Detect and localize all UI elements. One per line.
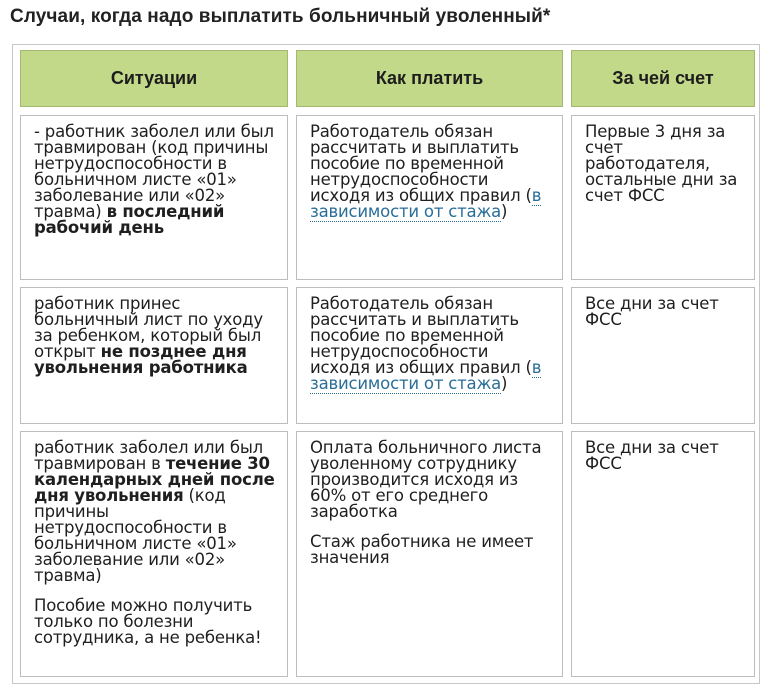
row1-how-text: Работодатель обязан рассчитать и выплатить пособие по временной нетрудоспособности исходя из общих правил (в зависимости от стажа) bbox=[310, 122, 542, 221]
row2-seniority-link[interactable]: в зависимости от стажа bbox=[310, 358, 542, 393]
page-title: Случаи, когда надо выплатить больничный уволенный* bbox=[10, 6, 551, 27]
header-how-to-pay bbox=[296, 50, 563, 107]
header-situations bbox=[20, 50, 288, 107]
row2-how-cell bbox=[296, 287, 563, 424]
row2-situation-cell bbox=[20, 287, 288, 424]
header-situations-label: Ситуации bbox=[110, 68, 198, 88]
row1-how-cell bbox=[296, 115, 563, 280]
row1-seniority-link[interactable]: в зависимости от стажа bbox=[310, 186, 542, 221]
row1-situation-text: - работник заболел или был травмирован (код причины нетрудоспособности в больничном листе «01» заболевание или «02» травма) в последний рабочий день bbox=[34, 122, 274, 237]
header-paid-by-label: За чей счет bbox=[612, 68, 714, 88]
row3-situation-cell bbox=[20, 431, 288, 677]
row3-situation-note: Пособие можно получить только по болезни сотрудника, а не ребенка! bbox=[34, 596, 262, 647]
header-paid-by bbox=[571, 50, 755, 107]
row3-how-cell bbox=[296, 431, 563, 677]
row2-how-text: Работодатель обязан рассчитать и выплатить пособие по временной нетрудоспособности исходя из общих правил (в зависимости от стажа) bbox=[310, 294, 542, 393]
row2-who-text: Все дни за счет ФСС bbox=[585, 294, 719, 329]
row1-situation-emphasis: в последний рабочий день bbox=[34, 202, 225, 237]
row2-situation-text: работник принес больничный лист по уходу за ребенком, который был открыт не позднее дня увольнения работника bbox=[34, 294, 263, 377]
row3-how-text: Оплата больничного листа уволенному сотруднику производится исходя из 60% от его среднего заработка bbox=[310, 438, 542, 521]
row1-who-text: Первые 3 дня за счет работодателя, остальные дни за счет ФСС bbox=[585, 122, 738, 205]
row3-how-note: Стаж работника не имеет значения bbox=[310, 532, 534, 567]
row1-who-cell bbox=[571, 115, 755, 280]
row3-situation-emphasis: течение 30 календарных дней после дня увольнения bbox=[34, 454, 275, 505]
row2-who-cell bbox=[571, 287, 755, 424]
row3-situation-text: работник заболел или был травмирован в течение 30 календарных дней после дня увольнения (код причины нетрудоспособности в больничном листе «01» заболевание или «02» травма) bbox=[34, 438, 275, 585]
row2-situation-emphasis: не позднее дня увольнения работника bbox=[34, 342, 248, 377]
row3-who-text: Все дни за счет ФСС bbox=[585, 438, 719, 473]
row3-who-cell bbox=[571, 431, 755, 677]
row1-situation-cell bbox=[20, 115, 288, 280]
header-how-to-pay-label: Как платить bbox=[375, 68, 484, 88]
